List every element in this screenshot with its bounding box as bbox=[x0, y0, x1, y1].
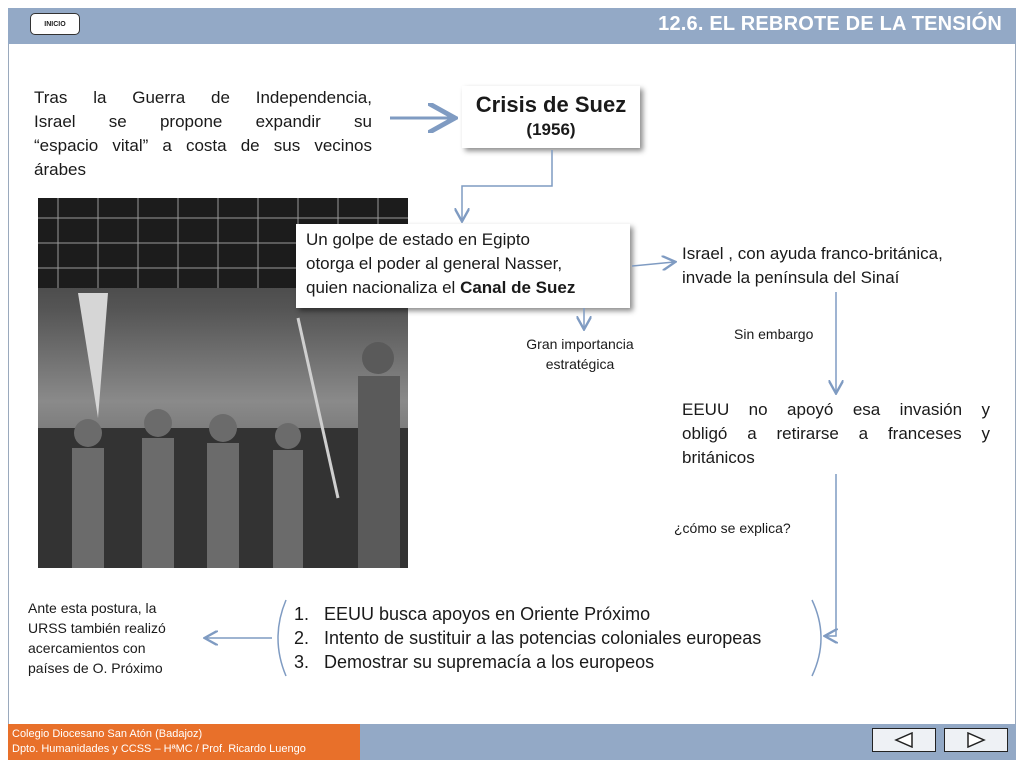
usa-line: EEUU no apoyó esa invasión y bbox=[682, 400, 990, 419]
invasion-line: invade la península del Sinaí bbox=[682, 268, 900, 287]
however-text: Sin embargo bbox=[734, 326, 814, 342]
slide-title: 12.6. EL REBROTE DE LA TENSIÓN bbox=[658, 13, 1002, 35]
usa-line: británicos bbox=[682, 448, 755, 467]
ussr-text bbox=[28, 598, 228, 678]
home-button[interactable]: INICIO bbox=[30, 13, 80, 35]
coup-line bbox=[306, 276, 620, 300]
footer-line: Dpto. Humanidades y CCSS – HªMC / Prof. Ricardo Luengo bbox=[12, 743, 306, 755]
coup-box bbox=[296, 224, 630, 308]
usa-text bbox=[682, 398, 990, 470]
importance-line: Gran importancia bbox=[526, 336, 634, 352]
invasion-line: Israel , con ayuda franco-británica, bbox=[682, 244, 943, 263]
ussr-line: acercamientos con bbox=[28, 640, 146, 656]
reason-item: 2. Intento de sustituir a las potencias coloniales europeas bbox=[314, 626, 828, 650]
ussr-line: países de O. Próximo bbox=[28, 660, 163, 676]
intro-line: Israel se propone expandir su bbox=[34, 112, 372, 131]
previous-button[interactable] bbox=[872, 728, 936, 752]
ussr-line: Ante esta postura, la bbox=[28, 600, 157, 616]
reason-item: 1. EEUU busca apoyos en Oriente Próximo bbox=[314, 602, 828, 626]
intro-text bbox=[34, 86, 372, 182]
reasons-list-container bbox=[276, 600, 828, 678]
coup-line: otorga el poder al general Nasser, bbox=[306, 254, 563, 273]
invasion-text bbox=[682, 242, 1002, 290]
prev-arrow-icon bbox=[894, 732, 914, 748]
usa-line: obligó a retirarse a franceses y bbox=[682, 424, 990, 443]
suez-canal-term: Canal de Suez bbox=[460, 278, 576, 297]
reasons-list bbox=[276, 602, 828, 674]
coup-line: Un golpe de estado en Egipto bbox=[306, 230, 531, 249]
footer-credit bbox=[8, 724, 360, 760]
next-arrow-icon bbox=[966, 732, 986, 748]
intro-line: “espacio vital” a costa de sus vecinos bbox=[34, 136, 372, 155]
next-button[interactable] bbox=[944, 728, 1008, 752]
crisis-year: (1956) bbox=[526, 120, 576, 139]
importance-line: estratégica bbox=[545, 356, 615, 372]
ussr-line: URSS también realizó bbox=[28, 620, 166, 636]
crisis-title: Crisis de Suez bbox=[475, 92, 627, 117]
intro-line: árabes bbox=[34, 160, 86, 179]
reason-item: 3. Demostrar su supremacía a los europeos bbox=[314, 650, 828, 674]
intro-line: Tras la Guerra de Independencia, bbox=[34, 88, 372, 107]
crisis-box bbox=[462, 86, 640, 148]
question-text: ¿cómo se explica? bbox=[674, 520, 791, 536]
importance-text bbox=[490, 334, 670, 374]
coup-text: quien nacionaliza el bbox=[306, 278, 461, 297]
footer-line: Colegio Diocesano San Atón (Badajoz) bbox=[12, 728, 203, 740]
